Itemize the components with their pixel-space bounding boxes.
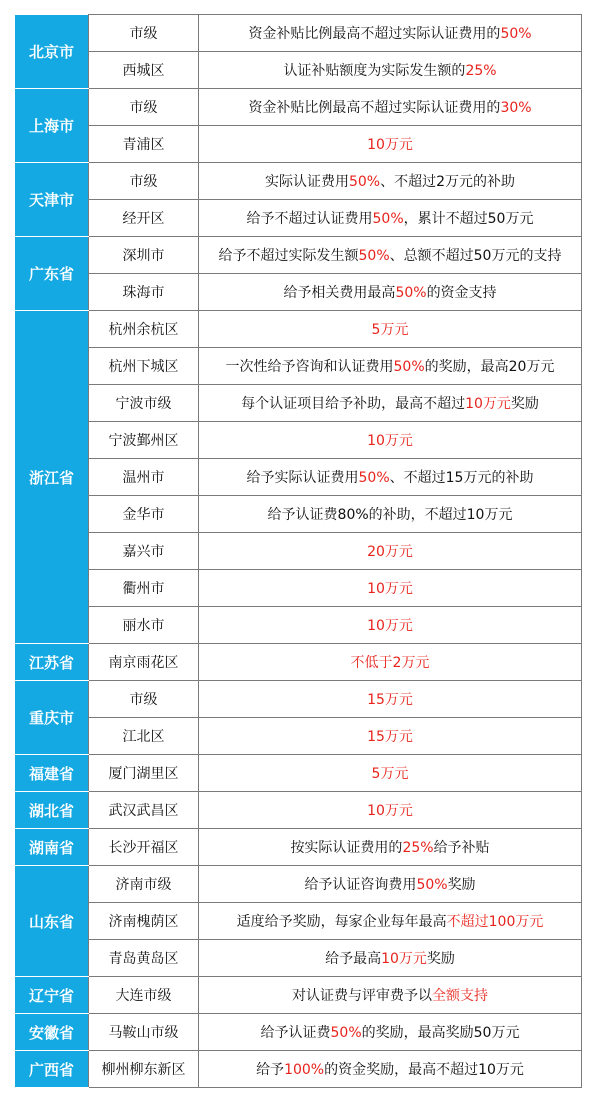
highlight-text: 5万元 [371,322,409,338]
table-row [15,496,582,533]
province-cell: 湖北省 [15,792,89,829]
city-cell: 衢州市 [89,570,199,607]
policy-text: 的奖励，最高奖励50万元 [361,1025,520,1041]
province-cell: 湖南省 [15,829,89,866]
policy-text: 给予最高 [325,951,382,967]
policy-text: 给予不超过认证费用 [246,211,373,227]
province-cell: 广西省 [15,1051,89,1088]
city-cell: 厦门湖里区 [89,755,199,792]
table-row [15,311,582,348]
city-cell: 青浦区 [89,126,199,163]
policy-text: 给予认证费 [260,1025,331,1041]
city-cell: 宁波市级 [89,385,199,422]
highlight-text: 10万元 [367,581,413,597]
province-cell: 辽宁省 [15,977,89,1014]
policy-text: 的资金支持 [426,285,497,301]
highlight-text: 10万元 [367,618,413,634]
city-cell: 杭州余杭区 [89,311,199,348]
table-row [15,200,582,237]
city-cell: 市级 [89,163,199,200]
policy-text: 的资金奖励，最高不超过10万元 [324,1062,524,1078]
policy-cell [199,681,582,718]
policy-cell [199,533,582,570]
table-row [15,829,582,866]
policy-cell [199,607,582,644]
policy-text: 实际认证费用 [264,174,349,190]
table-row [15,940,582,977]
city-cell: 珠海市 [89,274,199,311]
policy-cell [199,89,582,126]
city-cell: 西城区 [89,52,199,89]
policy-text: 奖励 [510,396,539,412]
highlight-text: 50% [416,877,448,893]
highlight-text: 15万元 [367,692,413,708]
policy-text: 、总额不超过50万元的支持 [389,248,562,264]
policy-text: 一次性给予咨询和认证费用 [225,359,394,375]
city-cell: 江北区 [89,718,199,755]
highlight-text: 50% [358,470,390,486]
city-cell: 市级 [89,89,199,126]
policy-cell [199,940,582,977]
table-row [15,52,582,89]
province-cell: 山东省 [15,866,89,977]
policy-cell [199,52,582,89]
highlight-text: 10万元 [381,951,427,967]
policy-text: 资金补贴比例最高不超过实际认证费用的 [248,100,501,116]
province-cell: 重庆市 [15,681,89,755]
table-row [15,89,582,126]
city-cell: 长沙开福区 [89,829,199,866]
table-row [15,533,582,570]
policy-text: 给予认证咨询费用 [304,877,417,893]
city-cell: 市级 [89,15,199,52]
policy-cell [199,496,582,533]
policy-cell [199,977,582,1014]
city-cell: 柳州柳东新区 [89,1051,199,1088]
policy-cell [199,237,582,274]
table-row [15,718,582,755]
table-row [15,755,582,792]
city-cell: 南京雨花区 [89,644,199,681]
table-row [15,866,582,903]
province-cell: 上海市 [15,89,89,163]
province-cell: 天津市 [15,163,89,237]
table-row [15,422,582,459]
city-cell: 马鞍山市级 [89,1014,199,1051]
city-cell: 济南市级 [89,866,199,903]
table-row [15,1014,582,1051]
policy-cell [199,311,582,348]
policy-text: 资金补贴比例最高不超过实际认证费用的 [248,26,501,42]
policy-text: ，累计不超过50万元 [403,211,534,227]
highlight-text: 50% [393,359,425,375]
policy-text: 奖励 [426,951,455,967]
province-cell: 广东省 [15,237,89,311]
policy-text: 的奖励，最高20万元 [424,359,555,375]
policy-cell [199,644,582,681]
province-cell: 浙江省 [15,311,89,644]
policy-text: 给予 [256,1062,285,1078]
policy-cell [199,200,582,237]
policy-cell [199,903,582,940]
policy-cell [199,792,582,829]
province-cell: 安徽省 [15,1014,89,1051]
highlight-text: 50% [372,211,404,227]
table-row [15,792,582,829]
subsidy-table-body [15,15,582,1088]
policy-text: 认证补贴额度为实际发生额的 [283,63,466,79]
highlight-text: 10万元 [465,396,511,412]
highlight-text: 50% [395,285,427,301]
policy-cell [199,718,582,755]
highlight-text: 不超过100万元 [446,914,544,930]
policy-text: 、不超过15万元的补助 [389,470,534,486]
table-row [15,237,582,274]
highlight-text: 50% [358,248,390,264]
policy-text: 适度给予奖励，每家企业每年最高 [236,914,447,930]
highlight-text: 50% [348,174,381,190]
highlight-text: 100% [284,1062,325,1078]
policy-cell [199,15,582,52]
policy-text: 给予认证费80%的补助，不超过10万元 [267,507,513,523]
table-row [15,385,582,422]
policy-cell [199,755,582,792]
table-row [15,644,582,681]
policy-cell [199,1014,582,1051]
policy-text: 给予不超过实际发生额 [218,248,359,264]
policy-cell [199,348,582,385]
policy-text: 按实际认证费用的 [290,840,403,856]
policy-text: 对认证费与评审费予以 [292,988,432,1004]
highlight-text: 30% [500,100,532,116]
table-row [15,903,582,940]
policy-text: 给予相关费用最高 [283,285,396,301]
city-cell: 市级 [89,681,199,718]
table-row [15,15,582,52]
highlight-text: 10万元 [367,803,413,819]
province-cell: 江苏省 [15,644,89,681]
city-cell: 青岛黄岛区 [89,940,199,977]
table-row [15,681,582,718]
highlight-text: 20万元 [367,544,413,560]
city-cell: 嘉兴市 [89,533,199,570]
policy-cell [199,570,582,607]
policy-text: 、不超过2万元的补助 [380,174,516,190]
policy-cell [199,126,582,163]
table-row [15,163,582,200]
highlight-text: 15万元 [367,729,413,745]
policy-cell [199,422,582,459]
table-row [15,570,582,607]
highlight-text: 不低于2万元 [350,655,430,671]
policy-cell [199,274,582,311]
highlight-text: 25% [402,840,434,856]
policy-text: 给予实际认证费用 [246,470,359,486]
table-row [15,274,582,311]
policy-text: 每个认证项目给予补助，最高不超过 [241,396,466,412]
city-cell: 杭州下城区 [89,348,199,385]
highlight-text: 全额支持 [432,988,488,1004]
table-row [15,348,582,385]
subsidy-table-container [14,14,582,1088]
table-row [15,459,582,496]
policy-cell [199,1051,582,1088]
city-cell: 经开区 [89,200,199,237]
city-cell: 大连市级 [89,977,199,1014]
city-cell: 武汉武昌区 [89,792,199,829]
policy-cell [199,866,582,903]
policy-text: 奖励 [447,877,476,893]
province-cell: 福建省 [15,755,89,792]
policy-cell [199,163,582,200]
city-cell: 宁波鄞州区 [89,422,199,459]
highlight-text: 10万元 [367,137,413,153]
city-cell: 丽水市 [89,607,199,644]
table-row [15,977,582,1014]
policy-text: 给予补贴 [433,840,490,856]
province-cell: 北京市 [15,15,89,89]
highlight-text: 50% [500,26,532,42]
table-row [15,126,582,163]
city-cell: 温州市 [89,459,199,496]
subsidy-table [14,14,582,1088]
highlight-text: 25% [465,63,497,79]
highlight-text: 10万元 [367,433,413,449]
policy-cell [199,385,582,422]
highlight-text: 50% [330,1025,362,1041]
table-row [15,1051,582,1088]
city-cell: 金华市 [89,496,199,533]
table-row [15,607,582,644]
city-cell: 济南槐荫区 [89,903,199,940]
policy-cell [199,829,582,866]
policy-cell [199,459,582,496]
highlight-text: 5万元 [371,766,409,782]
city-cell: 深圳市 [89,237,199,274]
